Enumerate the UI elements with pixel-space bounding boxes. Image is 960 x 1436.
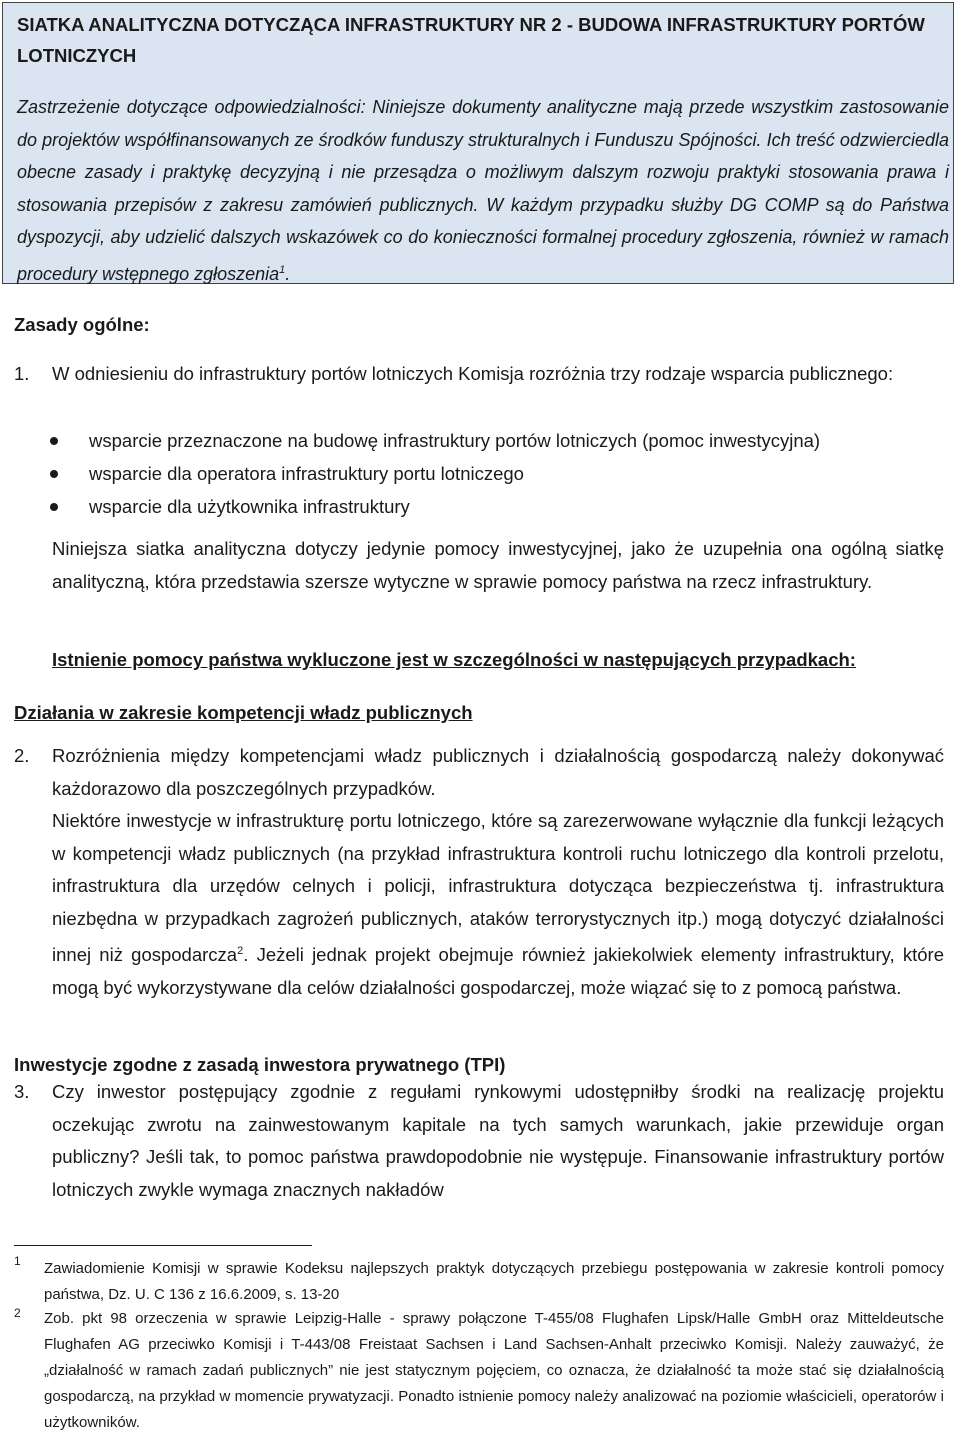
list-item <box>50 490 950 523</box>
tpi-heading: Inwestycje zgodne z zasadą inwestora prywatnego (TPI) <box>14 1054 506 1075</box>
bullet-icon <box>50 503 58 511</box>
list-item <box>50 457 950 490</box>
bullet-icon <box>50 437 58 445</box>
paragraph-number-2: 2. <box>14 745 30 766</box>
footnote-1: Zawiadomienie Komisji w sprawie Kodeksu najlepszych praktyk dotyczących przebiegu postępowania w zakresie kontroli pomocy państwa, Dz. U. C 136 z 16.6.2009, s. 13-20 <box>44 1260 944 1303</box>
list-item-text: wsparcie przeznaczone na budowę infrastruktury portów lotniczych (pomoc inwestycyjna) <box>89 430 821 451</box>
paragraph-1: W odniesieniu do infrastruktury portów lotniczych Komisja rozróżnia trzy rodzaje wsparcia publicznego: <box>52 363 894 384</box>
document-title: SIATKA ANALITYCZNA DOTYCZĄCA INFRASTRUKTURY NR 2 - BUDOWA INFRASTRUKTURY PORTÓW LOTNICZYCH <box>17 14 925 66</box>
general-heading: Zasady ogólne: <box>14 314 150 335</box>
footnote-2: Zob. pkt 98 orzeczenia w sprawie Leipzig-Halle - sprawy połączone T-455/08 Flughafen Lipsk/Halle GmbH oraz Mitteldeutsche Flughafen AG przeciwko Komisji i T-443/08 Freistaat Sachsen i Land Sachsen-Anhalt przeciwko Komisji. Należy zauważyć, że „działalność w ramach zadań publicznych” nie jest statycznym pojęciem, co oznacza, że działalność ta może stać się działalnością gospodarczą, na przykład w momencie prywatyzacji. Ponadto istnienie pomocy należy analizować na poziomie właścicieli, operatorów i użytkowników. <box>44 1310 944 1431</box>
public-powers-heading: Działania w zakresie kompetencji władz publicznych <box>14 702 473 723</box>
support-types-list <box>50 424 950 523</box>
list-item-text: wsparcie dla operatora infrastruktury portu lotniczego <box>89 463 524 484</box>
paragraph-2-continuation <box>52 805 944 1004</box>
bullet-icon <box>50 470 58 478</box>
exclusion-heading: Istnienie pomocy państwa wykluczone jest w szczególności w następujących przypadkach: <box>52 649 856 670</box>
header-box <box>2 2 954 284</box>
paragraph-1-continuation: Niniejsza siatka analityczna dotyczy jedynie pomocy inwestycyjnej, jako że uzupełnia ona ogólną siatkę analityczną, która przedstawia szersze wytyczne w sprawie pomocy państwa na rzecz infrastruktury. <box>52 538 944 592</box>
footnote-ref-1[interactable]: 1 <box>279 263 286 276</box>
paragraph-2-continuation-a: Niektóre inwestycje w infrastrukturę portu lotniczego, które są zarezerwowane wyłącznie dla funkcji leżących w kompetencji władz publicznych (na przykład infrastruktura kontroli ruchu lotniczego dla kontroli przelotu, infrastruktura dla urzędów celnych i policji, infrastruktura dotycząca bezpieczeństwa tj. infrastruktura niezbędna w przypadkach zagrożeń publicznych, ataków terrorystycznych itp.) mogą dotyczyć działalności innej niż gospodarcza <box>52 810 944 966</box>
footnote-number-2: 2 <box>14 1306 21 1320</box>
disclaimer-body: Zastrzeżenie dotyczące odpowiedzialności: Niniejsze dokumenty analityczne mają przede wszystkim zastosowanie do projektów współfinansowanych ze środków funduszy strukturalnych i Funduszu Spójności. Ich treść odzwierciedla obecne zasady i praktykę decyzyjną i nie przesądza o możliwym dalszym rozwoju praktyki stosowania prawa i stosowania przepisów z zakresu zamówień publicznych. W każdym przypadku służby DG COMP są do Państwa dyspozycji, aby udzielić dalszych wskazówek co do konieczności formalnej procedury zgłoszenia, również w ramach procedury wstępnego zgłoszenia <box>17 97 949 284</box>
list-item-text: wsparcie dla użytkownika infrastruktury <box>89 496 410 517</box>
footnote-separator <box>14 1245 312 1246</box>
list-item <box>50 424 950 457</box>
disclaimer-text <box>17 91 949 290</box>
paragraph-2-continuation-b: . Jeżeli jednak projekt obejmuje również jakiekolwiek elementy infrastruktury, które mogą być wykorzystywane dla celów działalności gospodarczej, może wiązać się to z pomocą państwa. <box>52 944 944 998</box>
disclaimer-end: . <box>285 263 291 284</box>
paragraph-2: Rozróżnienia między kompetencjami władz publicznych i działalnością gospodarczą należy dokonywać każdorazowo dla poszczególnych przypadków. <box>52 745 944 799</box>
footnote-number-1: 1 <box>14 1254 21 1268</box>
footnote-ref-2[interactable]: 2 <box>237 945 244 957</box>
paragraph-number-1: 1. <box>14 363 30 384</box>
paragraph-number-3: 3. <box>14 1081 30 1102</box>
paragraph-3: Czy inwestor postępujący zgodnie z regułami rynkowymi udostępniłby środki na realizację projektu oczekując zwrotu na zainwestowanym kapitale na tych samych warunkach, jakie przewiduje organ publiczny? Jeśli tak, to pomoc państwa prawdopodobnie nie występuje. Finansowanie infrastruktury portów lotniczych zwykle wymaga znacznych nakładów <box>52 1081 944 1200</box>
